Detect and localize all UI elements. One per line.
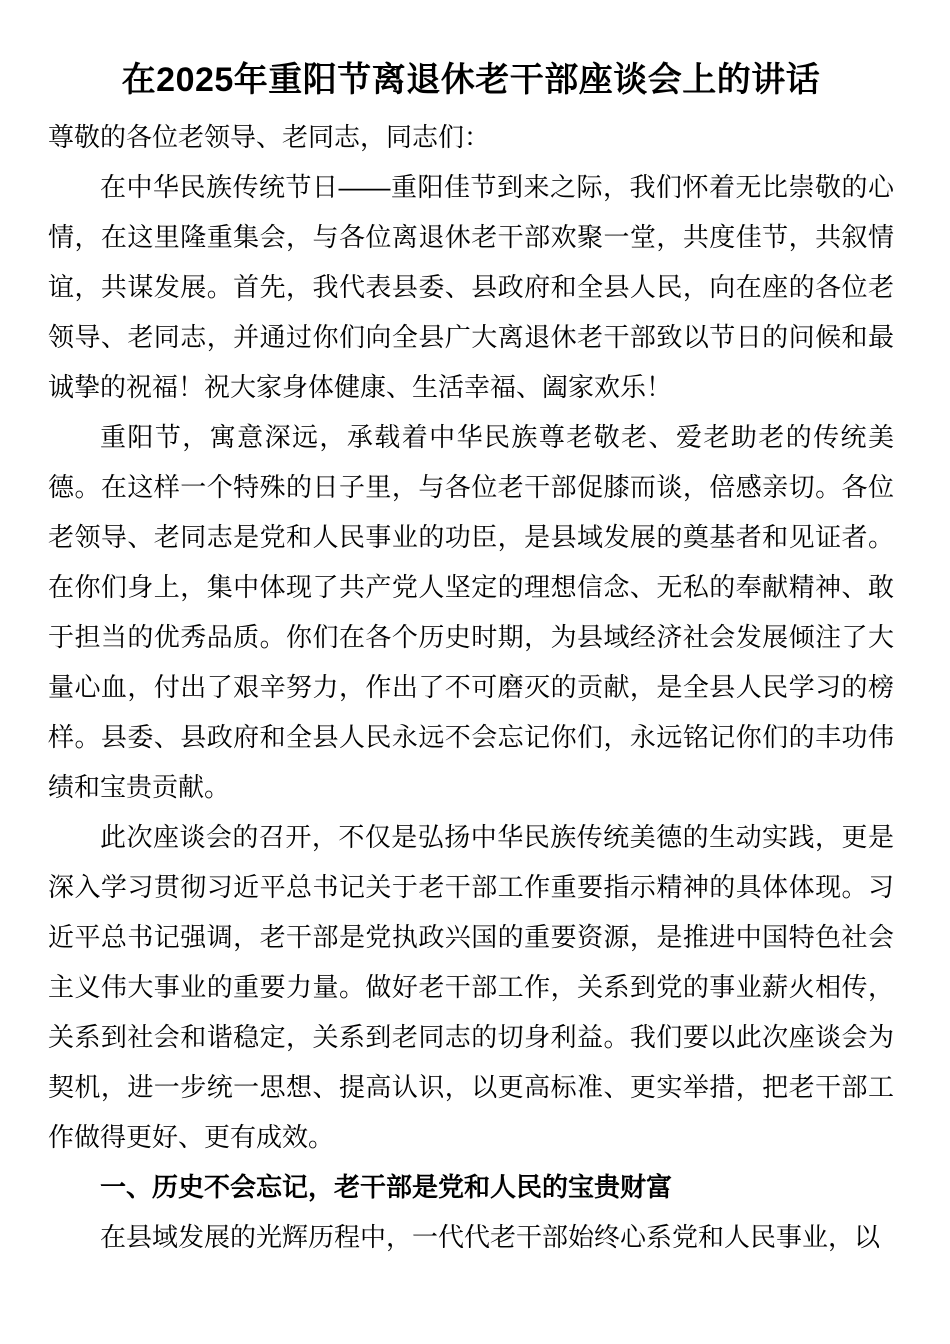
document-title: 在2025年重阳节离退休老干部座谈会上的讲话 bbox=[121, 61, 821, 99]
section-heading: 一、历史不会忘记，老干部是党和人民的宝贵财富 bbox=[100, 1172, 673, 1202]
paragraph: 在中华民族传统节日——重阳佳节到来之际，我们怀着无比崇敬的心情，在这里隆重集会，与各位离退休老干部欢聚一堂，共度佳节，共叙情谊，共谋发展。首先，我代表县委、县政府和全县人民，向在座的各位老领导、老同志，并通过你们向全县广大离退休老干部致以节日的问候和最诚挚的祝福！祝大家身体健康、生活幸福、阖家欢乐！ bbox=[48, 172, 894, 402]
salutation-line: 尊敬的各位老领导、老同志，同志们： bbox=[48, 122, 491, 152]
paragraph-truncated: 在县域发展的光辉历程中，一代代老干部始终心系党和人民事业，以 bbox=[100, 1222, 881, 1252]
paragraph: 重阳节，寓意深远，承载着中华民族尊老敬老、爱老助老的传统美德。在这样一个特殊的日子里，与各位老干部促膝而谈，倍感亲切。各位老领导、老同志是党和人民事业的功臣，是县域发展的奠基者和见证者。在你们身上，集中体现了共产党人坚定的理想信念、无私的奉献精神、敢于担当的优秀品质。你们在各个历史时期，为县域经济社会发展倾注了大量心血，付出了艰辛努力，作出了不可磨灭的贡献，是全县人民学习的榜样。县委、县政府和全县人民永远不会忘记你们，永远铭记你们的丰功伟绩和宝贵贡献。 bbox=[48, 422, 894, 802]
paragraph: 此次座谈会的召开，不仅是弘扬中华民族传统美德的生动实践，更是深入学习贯彻习近平总书记关于老干部工作重要指示精神的具体体现。习近平总书记强调，老干部是党执政兴国的重要资源，是推进中国特色社会主义伟大事业的重要力量。做好老干部工作，关系到党的事业薪火相传，关系到社会和谐稳定，关系到老同志的切身利益。我们要以此次座谈会为契机，进一步统一思想、提高认识，以更高标准、更实举措，把老干部工作做得更好、更有成效。 bbox=[48, 822, 894, 1152]
